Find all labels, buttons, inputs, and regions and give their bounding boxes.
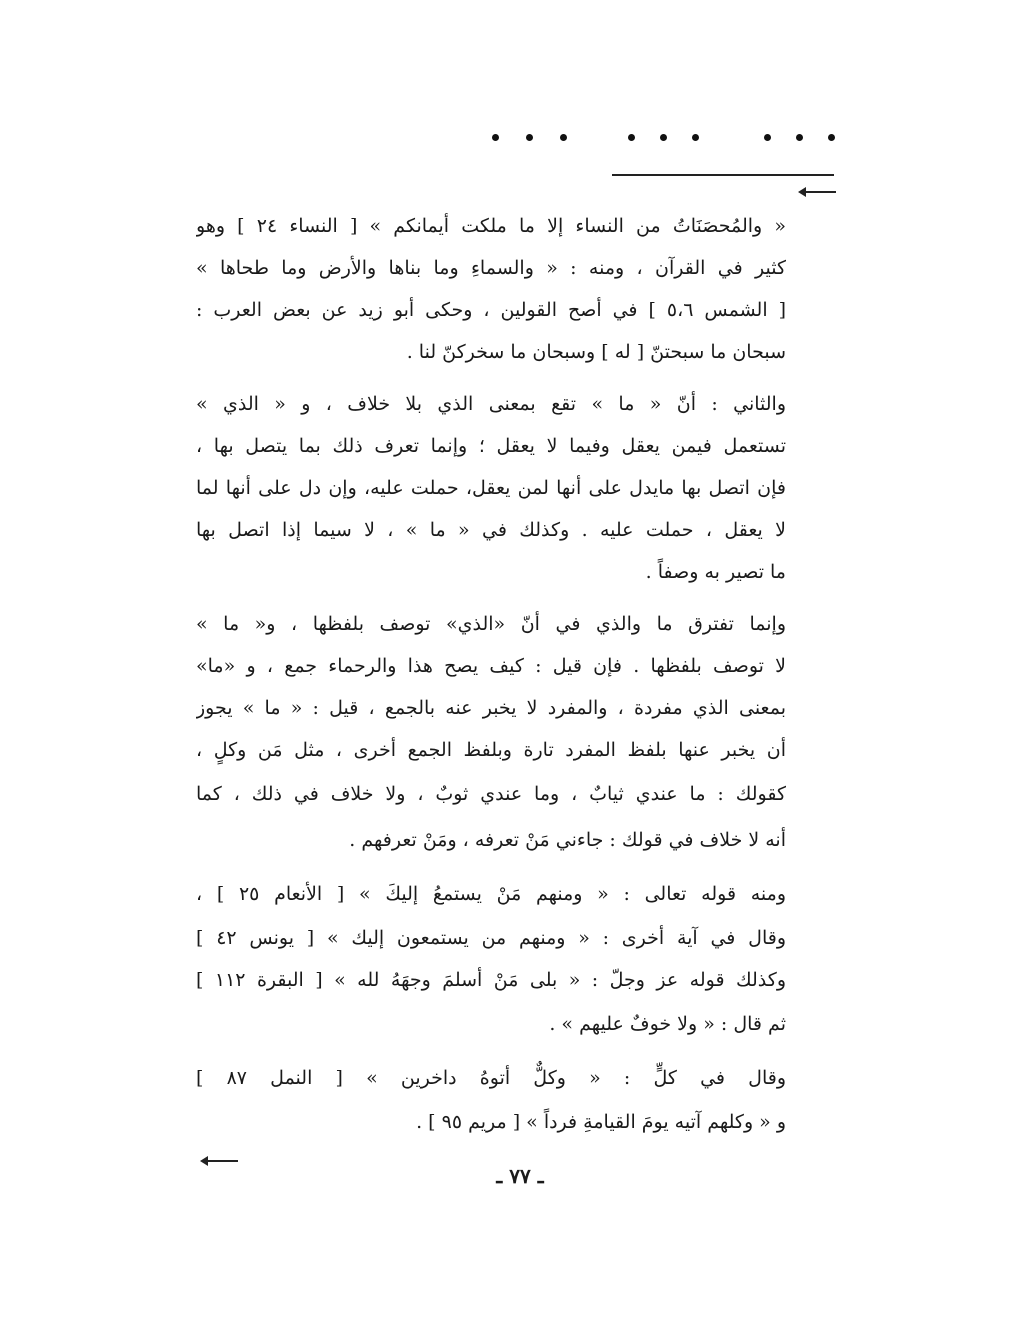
ornament-dot bbox=[764, 134, 771, 141]
text-line: وقال في كلٍّ : « وكلٌّ أتوهُ داخرين » [ النمل ٨٧ ] bbox=[196, 1067, 786, 1089]
text-line: سبحان ما سبحتنّ [ له ] وسبحان ما سخركنّ لنا . bbox=[406, 341, 786, 363]
ornament-dot bbox=[628, 134, 635, 141]
text-line: ما تصير به وصفاً . bbox=[645, 561, 786, 583]
text-line: « والمُحصَنَاتُ من النساء إلا ما ملكت أيمانكم » [ النساء ٢٤ ] وهو bbox=[196, 215, 786, 237]
left-arrow-icon bbox=[800, 191, 836, 193]
ornament-dot bbox=[526, 134, 533, 141]
text-line: لا توصف بلفظها . فإن قيل : كيف يصح هذا والرحماء جمع ، و «ما» bbox=[196, 655, 786, 677]
page-number: ـ ٧٧ ـ bbox=[496, 1164, 544, 1188]
ornament-dot bbox=[560, 134, 567, 141]
text-line: وكذلك قوله عز وجلّ : « بلى مَنْ أسلمَ وجهَهُ لله » [ البقرة ١١٢ ] bbox=[196, 969, 786, 991]
text-line: أنه لا خلاف في قولك : جاءني مَنْ تعرفه ، ومَنْ تعرفهم . bbox=[349, 829, 786, 851]
text-line: كثير في القرآن ، ومنه : « والسماءِ وما بناها والأرض وما طحاها » bbox=[196, 257, 786, 279]
ornament-dot bbox=[692, 134, 699, 141]
ornament-dot bbox=[796, 134, 803, 141]
text-line: ثم قال : « ولا خوفٌ عليهم » . bbox=[549, 1013, 786, 1035]
text-line: كقولك : ما عندي ثيابٌ ، وما عندي ثوبٌ ، ولا خلاف في ذلك ، كما bbox=[196, 783, 786, 805]
text-line: لا يعقل ، حملت عليه . وكذلك في « ما » ، لا سيما إذا اتصل بها bbox=[196, 519, 786, 541]
text-line: و « وكلهم آتيه يومَ القيامةِ فرداً » [ مريم ٩٥ ] . bbox=[416, 1111, 786, 1133]
text-line: أن يخبر عنها بلفظ المفرد تارة وبلفظ الجمع أخرى ، مثل مَن وكلٍ ، bbox=[196, 739, 786, 761]
text-line: وإنما تفترق ما والذي في أنّ «الذي» توصف بلفظها ، و« ما » bbox=[196, 613, 786, 635]
ornament-dot bbox=[660, 134, 667, 141]
text-line: [ الشمس ٥،٦ ] في أصح القولين ، وحكى أبو زيد عن بعض العرب : bbox=[196, 299, 786, 321]
left-arrow-icon bbox=[202, 1160, 238, 1162]
text-line: والثاني : أنّ « ما » تقع بمعنى الذي بلا خلاف ، و « الذي » bbox=[196, 393, 786, 415]
ornament-dot bbox=[828, 134, 835, 141]
header-ornament bbox=[488, 128, 838, 148]
text-line: وقال في آية أخرى : « ومنهم من يستمعون إليك » [ يونس ٤٢ ] bbox=[196, 927, 786, 949]
text-line: تستعمل فيمن يعقل وفيما لا يعقل ؛ وإنما تعرف ذلك بما يتصل بها ، bbox=[196, 435, 786, 457]
ornament-dot bbox=[492, 134, 499, 141]
text-line: بمعنى الذي مفردة ، والمفرد لا يخبر عنه بالجمع ، قيل : « ما » يجوز bbox=[196, 697, 786, 719]
text-line: ومنه قوله تعالى : « ومنهم مَنْ يستمعُ إليكَ » [ الأنعام ٢٥ ] ، bbox=[196, 883, 786, 905]
header-rule bbox=[612, 174, 834, 176]
text-line: فإن اتصل بها مايدل على أنها لمن يعقل، حملت عليه، وإن دل على أنها لما bbox=[196, 477, 786, 499]
